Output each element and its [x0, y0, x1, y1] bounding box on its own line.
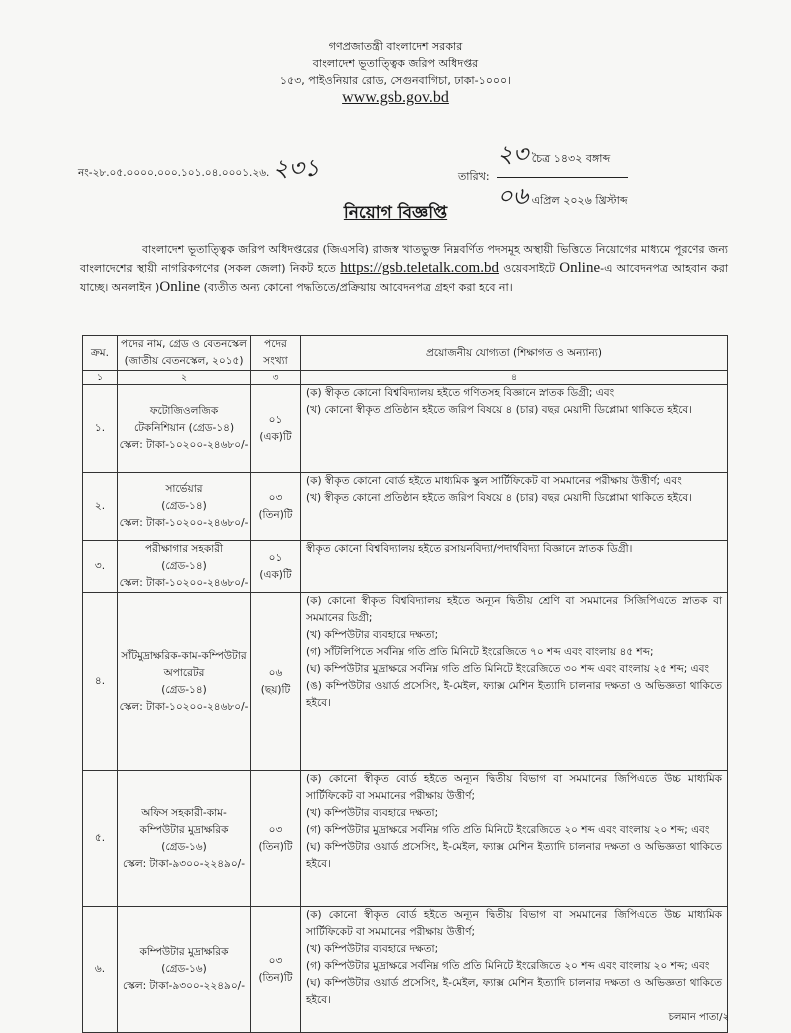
govt-name: গণপ্রজাতন্ত্রী বাংলাদেশ সরকার [328, 40, 463, 53]
qualification-item: (ক) স্বীকৃত কোনো বিশ্ববিদ্যালয় হইতে গণিতসহ বিজ্ঞানে স্নাতক ডিগ্রী; এবং [306, 387, 615, 399]
qualification-item: (খ) স্বীকৃত কোনো প্রতিষ্ঠান হইতে জরিপ বিষয়ে ৪ (চার) বছর মেয়াদী ডিপ্লোমা থাকিতে হইবে। [306, 492, 693, 504]
qualification-item: (ঘ) কম্পিউটার মুদ্রাক্ষরে সর্বনিম্ন গতি প্রতি মিনিটে ইংরেজিতে ৩০ শব্দ এবং বাংলায় ২৫ শব্দ; এবং [306, 663, 710, 675]
count-cell [251, 907, 301, 1033]
count-line: ০১ [268, 551, 283, 564]
date-label: তারিখ: [458, 170, 490, 183]
table-header-row [83, 336, 728, 371]
count-cell [251, 771, 301, 907]
count-cell [251, 593, 301, 771]
table-row [83, 593, 728, 771]
count-line: (এক)টি [259, 430, 292, 443]
bangla-day: ২৩ [497, 142, 529, 168]
qualification-item: (খ) কম্পিউটার ব্যবহারে দক্ষতা; [306, 807, 439, 819]
column-number-row [83, 371, 728, 385]
post-line: অফিস সহকারী-কাম- [141, 806, 227, 819]
col-number: ২ [118, 371, 251, 385]
qualification-item: স্বীকৃত কোনো বিশ্ববিদ্যালয় হইতে রসায়নবিদ্যা/পদার্থবিদ্যা বিজ্ঞানে স্নাতক ডিগ্রী। [306, 543, 633, 555]
count-line: ০৩ [268, 823, 283, 836]
post-line: টেকনিশিয়ান (গ্রেড-১৪) [133, 422, 235, 434]
post-line: স্কেল: টাকা-১০২০০-২৪৬৮০/- [119, 439, 249, 451]
qualification-cell [301, 593, 728, 771]
count-line: ০১ [268, 413, 283, 426]
table-row [83, 907, 728, 1033]
qualification-item: (গ) কম্পিউটার মুদ্রাক্ষরে সর্বনিম্ন গতি প্রতি মিনিটে ইংরেজিতে ২০ শব্দ এবং বাংলায় ২০ শব্দ; এবং [306, 824, 710, 836]
english-date: এপ্রিল ২০২৬ খ্রিস্টাব্দ [531, 194, 628, 207]
qualification-item: (গ) কম্পিউটার মুদ্রাক্ষরে সর্বনিম্ন গতি প্রতি মিনিটে ইংরেজিতে ২০ শব্দ এবং বাংলায় ২০ শব্দ; এবং [306, 960, 710, 972]
table-row [83, 541, 728, 593]
reference-number [78, 150, 320, 190]
online-text: Online [159, 279, 201, 295]
teletalk-link[interactable]: https://gsb.teletalk.com.bd [340, 260, 499, 276]
qualification-cell [301, 473, 728, 541]
qualification-cell [301, 385, 728, 473]
count-line: (তিন)টি [258, 508, 293, 521]
serial-cell: ১. [83, 385, 118, 473]
post-cell [118, 771, 251, 907]
post-line: অপারেটর [163, 666, 205, 679]
header-post: পদের নাম, গ্রেড ও বেতনস্কেল (জাতীয় বেতনস্কেল, ২০১৫) [118, 336, 251, 371]
post-cell [118, 907, 251, 1033]
para-text: -এ আবেদনপত্র আহবান করা যাচ্ছে। অনলাইন ) [80, 262, 729, 294]
post-cell [118, 385, 251, 473]
count-cell [251, 473, 301, 541]
post-cell [118, 541, 251, 593]
department-name: বাংলাদেশ ভূতাত্ত্বিক জরিপ অধিদপ্তর [312, 57, 479, 70]
continued-note: চলমান পাতা/২ [668, 1012, 729, 1023]
qualification-item: (খ) কোনো স্বীকৃত প্রতিষ্ঠান হইতে জরিপ বিষয়ে ৪ (চার) বছর মেয়াদী ডিপ্লোমা থাকিতে হইবে। [306, 404, 693, 416]
bangla-date: চৈত্র ১৪৩২ বঙ্গাব্দ [531, 152, 611, 165]
post-line: স্কেল: টাকা-১০২০০-২৪৬৮০/- [119, 700, 249, 713]
para-text: ওয়েবসাইটে [503, 262, 555, 275]
para-text: বাংলাদেশ ভূতাত্ত্বিক জরিপ অধিদপ্তরের (জিএসবি) রাজস্ব খাতভুক্ত নিম্নবর্ণিত পদসমূহ অস্থায়ী ভিত্তিতে নিয়োগের মাধ্যমে পূরণের জন্য বাংলাদেশের স্থায়ী নাগরিকগণের (সকল জেলা) নিকট হতে [80, 243, 728, 275]
count-line: ০৩ [268, 954, 283, 967]
count-cell [251, 385, 301, 473]
qualification-item: (ক) স্বীকৃত কোনো বোর্ড হইতে মাধ্যমিক স্কুল সার্টিফিকেট বা সমমানের পরীক্ষায় উত্তীর্ণ; এবং [306, 475, 682, 487]
qualification-item: (গ) সাঁটলিপিতে সর্বনিম্ন গতি প্রতি মিনিটে ইংরেজিতে ৭০ শব্দ এবং বাংলায় ৪৫ শব্দ; [306, 646, 654, 658]
post-line: স্কেল: টাকা-১০২০০-২৪৬৮০/- [119, 517, 249, 529]
para-text: (ব্যতীত অন্য কোনো পদ্ধতিতে/প্রক্রিয়ায় আবেদনপত্র গ্রহণ করা হবে না। [200, 281, 513, 294]
post-line: (গ্রেড-১৬) [161, 840, 207, 853]
qualification-item: (ঘ) কম্পিউটার ওয়ার্ড প্রসেসিং, ই-মেইল, ফ্যাক্স মেশিন ইত্যাদি চালনার দক্ষতা ও অভিজ্ঞতা থাকিতে হইবে। [306, 977, 722, 1006]
serial-cell: ৬. [83, 907, 118, 1033]
post-line: (গ্রেড-১৪) [161, 683, 207, 696]
website-link[interactable]: www.gsb.gov.bd [342, 89, 449, 106]
qualification-cell [301, 541, 728, 593]
post-line: কম্পিউটার মুদ্রাক্ষরিক [139, 946, 229, 958]
table-row [83, 385, 728, 473]
count-cell [251, 541, 301, 593]
page-title: নিয়োগ বিজ্ঞপ্তি [343, 203, 448, 223]
col-number: ১ [83, 371, 118, 385]
header-serial: ক্রম. [83, 336, 118, 371]
serial-cell: ৫. [83, 771, 118, 907]
serial-cell: ৪. [83, 593, 118, 771]
post-line: স্কেল: টাকা-১০২০০-২৪৬৮০/- [119, 577, 249, 589]
post-line: ফটোজিওলজিক [149, 405, 219, 417]
post-cell [118, 473, 251, 541]
qualification-item: (খ) কম্পিউটার ব্যবহারে দক্ষতা; [306, 943, 439, 955]
letterhead [0, 38, 791, 106]
qualification-item: (খ) কম্পিউটার ব্যবহারে দক্ষতা; [306, 629, 439, 641]
count-line: ০৩ [268, 491, 283, 504]
english-day: ০৬ [497, 184, 529, 210]
col-number: ৪ [301, 371, 728, 385]
posts-table [82, 335, 728, 1033]
count-line: ০৬ [268, 666, 283, 679]
table-row [83, 473, 728, 541]
reference-printed: নং-২৮.০৫.০০০০.০০০.১০১.০৪.০০০১.২৬. [78, 167, 270, 179]
post-line: স্কেল: টাকা-৯৩০০-২২৪৯০/- [123, 857, 245, 870]
count-line: (ছয়)টি [260, 683, 291, 696]
post-line: (গ্রেড-১৪) [161, 560, 207, 572]
post-line: (গ্রেড-১৬) [161, 963, 207, 975]
post-line: (গ্রেড-১৪) [161, 500, 207, 512]
qualification-cell [301, 907, 728, 1033]
post-line: কম্পিউটার মুদ্রাক্ষরিক [139, 823, 229, 836]
serial-cell: ২. [83, 473, 118, 541]
qualification-item: (ক) কোনো স্বীকৃত বোর্ড হইতে অন্যূন দ্বিতীয় বিভাগ বা সমমানের জিপিএতে উচ্চ মাধ্যমিক সার্টিফিকেট বা সমমানের পরীক্ষায় উত্তীর্ণ; [306, 909, 722, 938]
header-count: পদের সংখ্যা [251, 336, 301, 371]
col-number: ৩ [251, 371, 301, 385]
count-line: (তিন)টি [258, 840, 293, 853]
post-line: স্কেল: টাকা-৯৩০০-২২৪৯০/- [123, 980, 245, 992]
header-qualification: প্রয়োজনীয় যোগ্যতা (শিক্ষাগত ও অন্যান্য) [301, 336, 728, 371]
post-line: পরীক্ষাগার সহকারী [144, 543, 224, 555]
post-cell [118, 593, 251, 771]
notice-paragraph [80, 240, 728, 297]
address: ১৫৩, পাইওনিয়ার রোড, সেগুনবাগিচা, ঢাকা-১০০০। [279, 74, 512, 87]
post-line: সাঁটমুদ্রাক্ষরিক-কাম-কম্পিউটার [121, 649, 247, 662]
qualification-cell [301, 771, 728, 907]
qualification-item: (ঙ) কম্পিউটার ওয়ার্ড প্রসেসিং, ই-মেইল, ফ্যাক্স মেশিন ইত্যাদি চালনার দক্ষতা ও অভিজ্ঞতা থাকিতে হইবে। [306, 680, 722, 709]
qualification-item: (ক) কোনো স্বীকৃত বোর্ড হইতে অন্যূন দ্বিতীয় বিভাগ বা সমমানের জিপিএতে উচ্চ মাধ্যমিক সার্টিফিকেট বা সমমানের পরীক্ষায় উত্তীর্ণ; [306, 773, 722, 802]
serial-cell: ৩. [83, 541, 118, 593]
count-line: (এক)টি [259, 568, 292, 581]
table-row [83, 771, 728, 907]
count-line: (তিন)টি [258, 971, 293, 984]
qualification-item: (ক) কোনো স্বীকৃত বিশ্ববিদ্যালয় হইতে অন্যূন দ্বিতীয় শ্রেণি বা সমমানের সিজিপিএতে স্নাতক বা সমমানের ডিগ্রী; [306, 595, 722, 624]
post-line: সার্ভেয়ার [165, 483, 203, 495]
reference-handwritten: ২৩১ [272, 156, 320, 182]
online-text: Online [559, 260, 601, 276]
qualification-item: (ঘ) কম্পিউটার ওয়ার্ড প্রসেসিং, ই-মেইল, ফ্যাক্স মেশিন ইত্যাদি চালনার দক্ষতা ও অভিজ্ঞতা থাকিতে হইবে। [306, 841, 722, 870]
